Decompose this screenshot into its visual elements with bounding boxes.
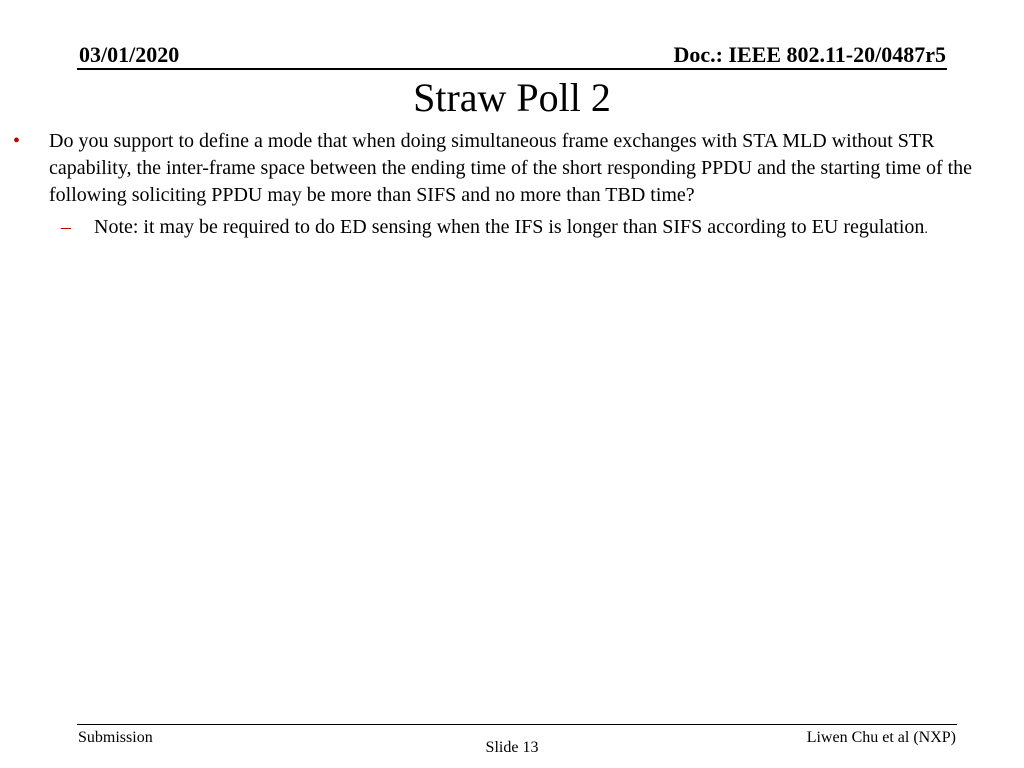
sub-bullet-marker-icon: – bbox=[61, 216, 71, 238]
header-divider bbox=[77, 68, 947, 70]
footer-submission: Submission bbox=[78, 729, 153, 746]
sub-bullet-body: Note: it may be required to do ED sensing when the IFS is longer than SIFS according to EU regulation bbox=[94, 216, 925, 238]
footer-divider bbox=[77, 724, 957, 725]
footer-authors: Liwen Chu et al (NXP) bbox=[806, 729, 956, 746]
sub-bullet-text bbox=[94, 214, 974, 243]
bullet-marker-icon: • bbox=[13, 130, 21, 152]
bullet-text: Do you support to define a mode that when doing simultaneous frame exchanges with STA MLD without STR capability, the inter-frame space between the ending time of the short responding PPDU and the starting time of the following soliciting PPDU may be more than SIFS and no more than TBD time? bbox=[49, 130, 973, 206]
footer-slide-number: Slide 13 bbox=[485, 739, 539, 756]
slide-title: Straw Poll 2 bbox=[413, 75, 611, 120]
header-date: 03/01/2020 bbox=[79, 42, 180, 67]
header-document-id: Doc.: IEEE 802.11-20/0487r5 bbox=[673, 42, 946, 67]
sub-bullet-trailing-period: . bbox=[924, 222, 928, 237]
